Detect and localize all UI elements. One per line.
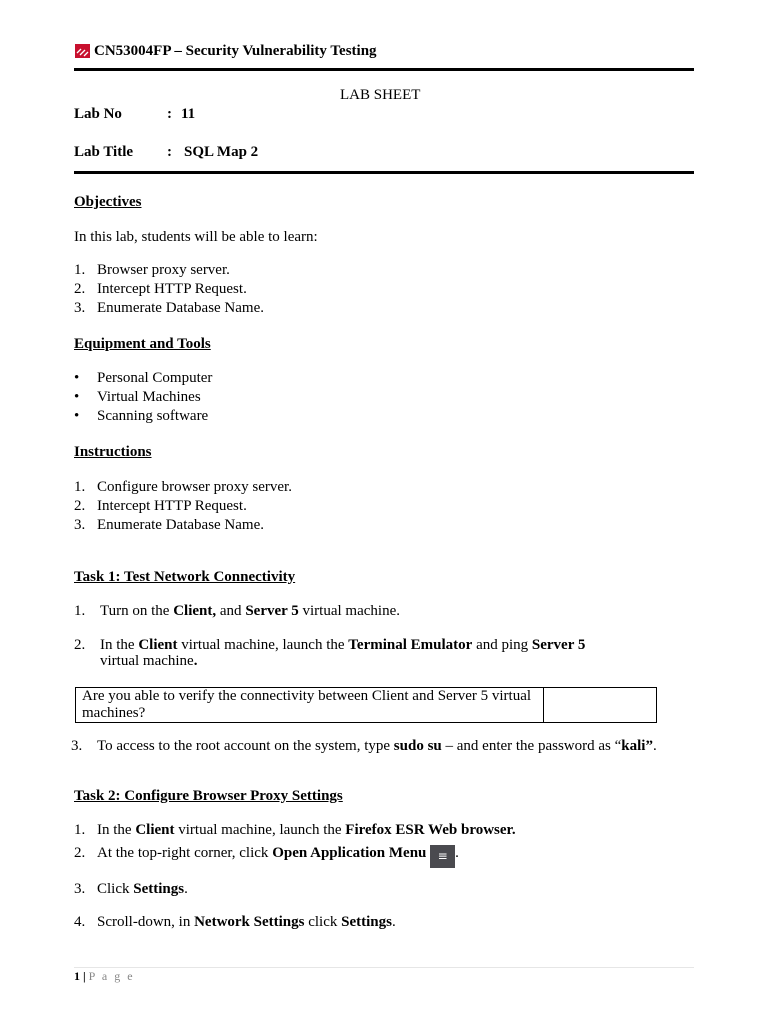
page-number: 1 bbox=[74, 969, 80, 983]
connectivity-answer-cell[interactable] bbox=[544, 688, 657, 723]
task2-step-2: 2. At the top-right corner, click Open Application Menu ≡ . bbox=[74, 845, 459, 868]
task2-step-4: 4. Scroll-down, in Network Settings click Settings. bbox=[74, 914, 396, 930]
lab-title-sep: : bbox=[167, 144, 172, 160]
lab-no-label: Lab No bbox=[74, 106, 122, 122]
task1-step-1: 1. Turn on the Client, and Server 5 virtual machine. bbox=[74, 603, 400, 619]
objective-item-2: 2. Intercept HTTP Request. bbox=[74, 281, 247, 297]
instruction-item-2: 2. Intercept HTTP Request. bbox=[74, 498, 247, 514]
equipment-item-3: • Scanning software bbox=[74, 408, 209, 424]
objectives-intro: In this lab, students will be able to learn: bbox=[74, 229, 318, 245]
instruction-item-3: 3. Enumerate Database Name. bbox=[74, 517, 264, 533]
objective-item-1: 1. Browser proxy server. bbox=[74, 262, 230, 278]
task2-step-3: 3. Click Settings. bbox=[74, 881, 188, 897]
instruction-item-1: 1. Configure browser proxy server. bbox=[74, 479, 292, 495]
hamburger-menu-icon: ≡ bbox=[430, 845, 455, 868]
page-footer: 1 | P a g e bbox=[74, 969, 135, 983]
bullet-icon: • bbox=[74, 389, 80, 405]
task1-step-3: 3. To access to the root account on the system, type sudo su – and enter the password as “kali”. bbox=[71, 738, 657, 754]
institution-logo bbox=[75, 44, 90, 58]
course-header: CN53004FP – Security Vulnerability Testing bbox=[94, 43, 377, 59]
title-rule bbox=[74, 171, 694, 174]
task2-heading: Task 2: Configure Browser Proxy Settings bbox=[74, 788, 343, 804]
task1-heading: Task 1: Test Network Connectivity bbox=[74, 569, 296, 585]
equipment-heading: Equipment and Tools bbox=[74, 336, 211, 352]
task1-step-2: 2. In the Client virtual machine, launch the Terminal Emulator and ping Server 5 bbox=[74, 637, 586, 653]
task2-step-1: 1. In the Client virtual machine, launch the Firefox ESR Web browser. bbox=[74, 822, 516, 838]
equipment-item-1: • Personal Computer bbox=[74, 370, 213, 386]
equipment-item-2: • Virtual Machines bbox=[74, 389, 201, 405]
connectivity-question: Are you able to verify the connectivity between Client and Server 5 virtual machines? bbox=[76, 688, 544, 723]
footer-rule bbox=[74, 967, 694, 968]
objectives-heading: Objectives bbox=[74, 194, 142, 210]
bullet-icon: • bbox=[74, 370, 80, 386]
connectivity-question-table bbox=[75, 687, 657, 723]
lab-title-label: Lab Title bbox=[74, 144, 134, 160]
lab-no-value: 11 bbox=[181, 106, 196, 122]
objective-item-3: 3. Enumerate Database Name. bbox=[74, 300, 264, 316]
bullet-icon: • bbox=[74, 408, 80, 424]
header-rule bbox=[74, 68, 694, 71]
task1-step-2-cont: virtual machine. bbox=[100, 653, 198, 669]
page-word: P a g e bbox=[88, 969, 135, 983]
lab-title-value: SQL Map 2 bbox=[184, 144, 259, 160]
instructions-heading: Instructions bbox=[74, 444, 152, 460]
lab-no-sep: : bbox=[167, 106, 172, 122]
lab-sheet-title: LAB SHEET bbox=[340, 87, 421, 103]
